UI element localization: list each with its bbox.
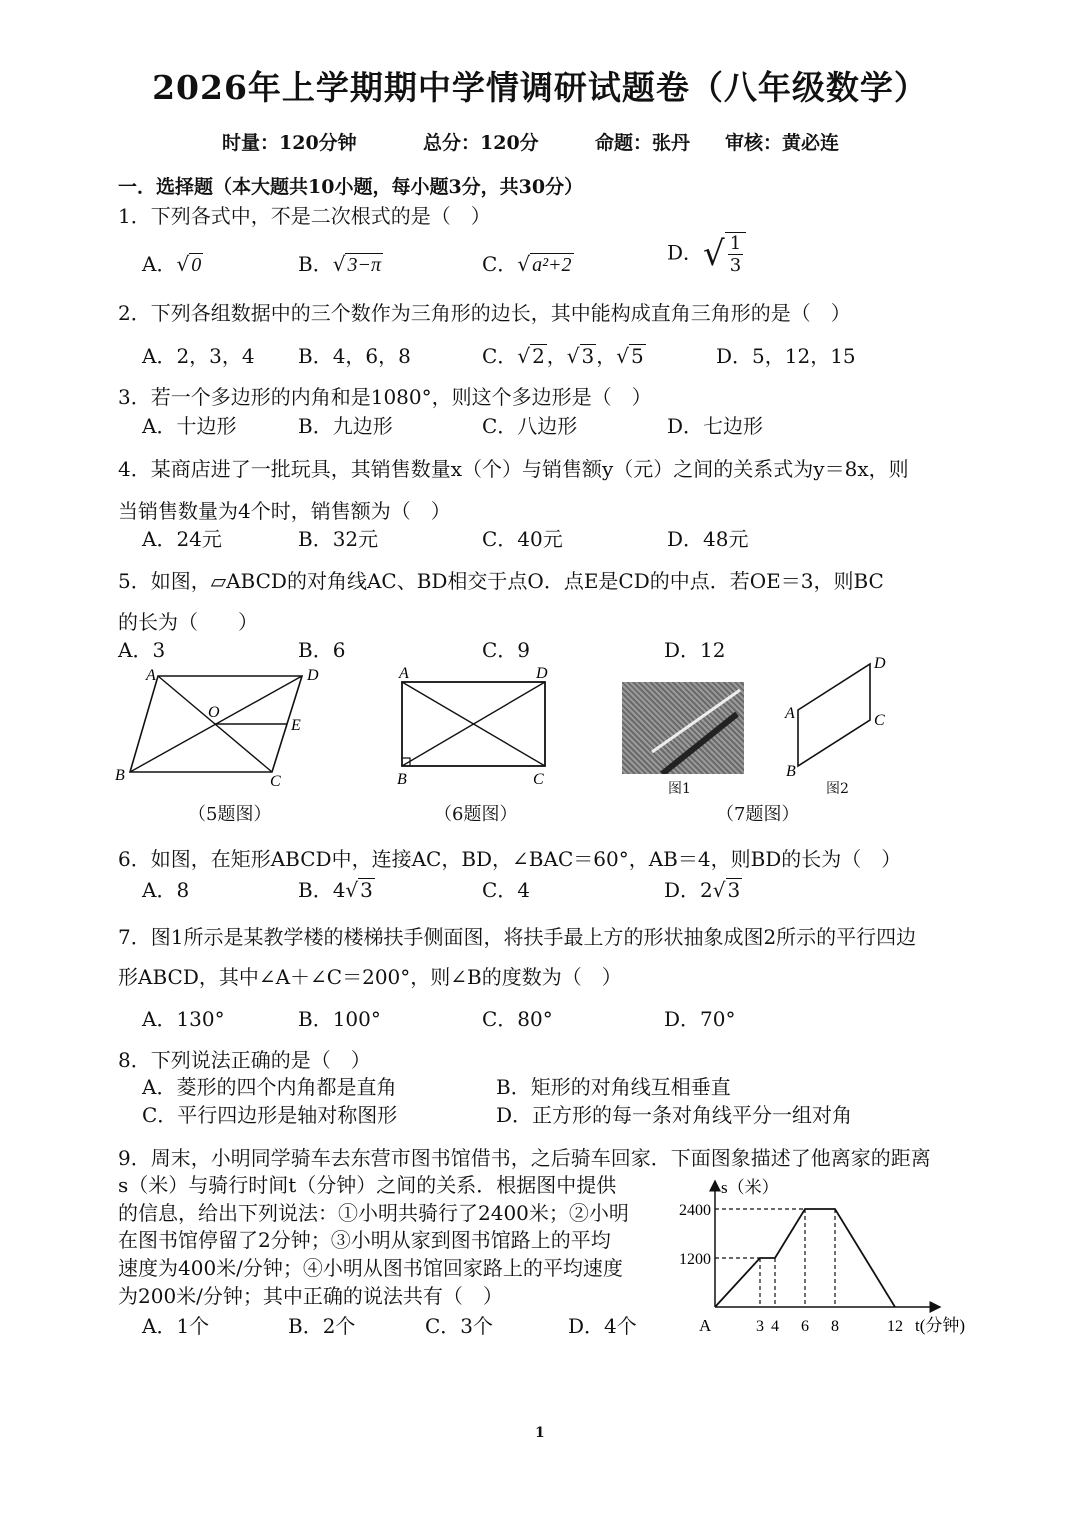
q9-line5: 速度为400米/分钟；④小明从图书馆回家路上的平均速度 <box>118 1256 623 1280</box>
q2-stem: 2．下列各组数据中的三个数作为三角形的边长，其中能构成直角三角形的是（ ） <box>118 301 851 325</box>
f7-label-d: D <box>874 655 886 672</box>
f5-label-d: D <box>307 667 319 684</box>
q1-stem: 1．下列各式中，不是二次根式的是（ ） <box>118 204 491 228</box>
f5-label-a: A <box>146 667 156 684</box>
q9-option-c: C．3个 <box>425 1314 494 1338</box>
q9-option-b: B．2个 <box>288 1314 356 1338</box>
q1-option-a: A．√ 0 <box>142 252 202 276</box>
q8-option-c: C．平行四边形是轴对称图形 <box>142 1103 398 1127</box>
x-axis-label: t(分钟) <box>915 1316 966 1335</box>
q5-option-d: D．12 <box>664 638 726 662</box>
x-tick-label: 12 <box>887 1318 903 1335</box>
q7-stem-line2: 形ABCD，其中∠A＋∠C＝200°，则∠B的度数为（ ） <box>118 965 622 989</box>
q4-option-b: B．32元 <box>298 527 379 551</box>
q6-option-a: A．8 <box>142 878 190 902</box>
figure-q7-caption: （7题图） <box>716 804 800 825</box>
q2-option-c: C．√ 2 ，√ 3 ，√ 5 <box>482 344 644 368</box>
f7-label-b: B <box>786 763 796 780</box>
q2-option-a: A．2，3，4 <box>142 344 255 368</box>
q4-stem-line1: 4．某商店进了一批玩具，其销售数量x（个）与销售额y（元）之间的关系式为y＝8x，则 <box>118 457 909 481</box>
q9-option-d: D．4个 <box>568 1314 637 1338</box>
exam-time: 时量：120分钟 <box>222 132 357 154</box>
f6-label-c: C <box>533 771 544 788</box>
q9-line4: 在图书馆停留了2分钟；③小明从家到图书馆路上的平均 <box>118 1228 611 1252</box>
exam-score: 总分：120分 <box>423 132 539 154</box>
f5-label-o: O <box>208 704 220 721</box>
q5-option-c: C．9 <box>482 638 531 662</box>
q9-option-a: A．1个 <box>142 1314 210 1338</box>
q3-option-b: B．九边形 <box>298 414 393 438</box>
q3-option-c: C．八边形 <box>482 414 578 438</box>
q7-option-c: C．80° <box>482 1007 553 1031</box>
f6-label-d: D <box>536 665 548 682</box>
q5-stem-line2: 的长为（ ） <box>118 610 258 634</box>
q2-option-d: D．5，12，15 <box>716 344 856 368</box>
f5-label-b: B <box>115 767 125 784</box>
fig7-label-1: 图1 <box>668 781 691 797</box>
q5-stem-line1: 5．如图，▱ABCD的对角线AC、BD相交于点O．点E是CD的中点．若OE＝3，则BC <box>118 569 884 593</box>
figure-q5 <box>110 662 330 792</box>
page-number: 1 <box>535 1425 545 1441</box>
q7-stem-line1: 7．图1所示是某教学楼的楼梯扶手侧面图，将扶手最上方的形状抽象成图2所示的平行四边 <box>118 925 917 949</box>
figure-q6 <box>392 662 562 792</box>
y-tick-label: 2400 <box>679 1202 711 1219</box>
y-tick-label: 1200 <box>679 1251 711 1268</box>
q4-option-a: A．24元 <box>142 527 222 551</box>
x-tick-label: 3 <box>756 1318 764 1335</box>
f5-label-e: E <box>291 717 301 734</box>
q3-stem: 3．若一个多边形的内角和是1080°，则这个多边形是（ ） <box>118 385 652 409</box>
q4-stem-line2: 当销售数量为4个时，销售额为（ ） <box>118 499 451 523</box>
q4-option-d: D．48元 <box>667 527 749 551</box>
q8-option-a: A．菱形的四个内角都是直角 <box>142 1075 397 1099</box>
q7-option-a: A．130° <box>142 1007 225 1031</box>
q8-option-d: D．正方形的每一条对角线平分一组对角 <box>496 1103 853 1127</box>
exam-reviewer: 审核：黄必连 <box>725 132 840 154</box>
distance-time-chart <box>660 1172 970 1352</box>
figure-q6-caption: （6题图） <box>434 804 518 825</box>
x-tick-label: 6 <box>801 1318 809 1335</box>
section-heading: 一．选择题（本大题共10小题，每小题3分，共30分） <box>118 176 584 198</box>
fig7-label-2: 图2 <box>826 781 849 797</box>
q3-option-d: D．七边形 <box>667 414 764 438</box>
q9-line6: 为200米/分钟；其中正确的说法共有（ ） <box>118 1284 503 1308</box>
q9-line3: 的信息，给出下列说法：①小明共骑行了2400米；②小明 <box>118 1201 629 1225</box>
q4-option-c: C．40元 <box>482 527 563 551</box>
f5-label-c: C <box>270 773 281 790</box>
origin-label: A <box>699 1316 712 1335</box>
q8-option-b: B．矩形的对角线互相垂直 <box>496 1075 731 1099</box>
figure-q5-caption: （5题图） <box>188 804 272 825</box>
x-tick-label: 4 <box>771 1318 779 1335</box>
page-title: 2026年上学期期中学情调研试题卷（八年级数学） <box>152 68 928 107</box>
f6-label-b: B <box>397 771 407 788</box>
q7-option-d: D．70° <box>664 1007 736 1031</box>
q6-option-d: D．2√ 3 <box>664 878 741 902</box>
q6-stem: 6．如图，在矩形ABCD中，连接AC，BD，∠BAC＝60°，AB＝4，则BD的长为（ ） <box>118 847 902 871</box>
f6-label-a: A <box>399 665 409 682</box>
x-tick-label: 8 <box>831 1318 839 1335</box>
q5-option-b: B．6 <box>298 638 346 662</box>
q9-line1: 9．周末，小明同学骑车去东营市图书馆借书，之后骑车回家．下面图象描述了他离家的距离 <box>118 1146 931 1170</box>
stair-steps-overlay <box>622 682 744 774</box>
q6-option-c: C．4 <box>482 878 531 902</box>
q1-option-d: D．√ $\frac{1}{3}$ <box>667 232 746 276</box>
q6-option-b: B．4√ 3 <box>298 878 373 902</box>
f7-label-c: C <box>874 712 885 729</box>
q7-option-b: B．100° <box>298 1007 381 1031</box>
q9-line2: s（米）与骑行时间t（分钟）之间的关系．根据图中提供 <box>118 1173 617 1197</box>
exam-author: 命题：张丹 <box>595 132 691 154</box>
q5-option-a: A．3 <box>118 638 166 662</box>
f7-label-a: A <box>785 705 795 722</box>
y-axis-label: s（米） <box>721 1178 779 1197</box>
q3-option-a: A．十边形 <box>142 414 237 438</box>
q1-option-c: C．√ a²+2 <box>482 252 572 276</box>
q1-option-b: B．√ 3−π <box>298 252 381 276</box>
q2-option-b: B．4，6，8 <box>298 344 411 368</box>
figure-q7-parallelogram <box>780 652 900 782</box>
q8-stem: 8．下列说法正确的是（ ） <box>118 1048 371 1072</box>
